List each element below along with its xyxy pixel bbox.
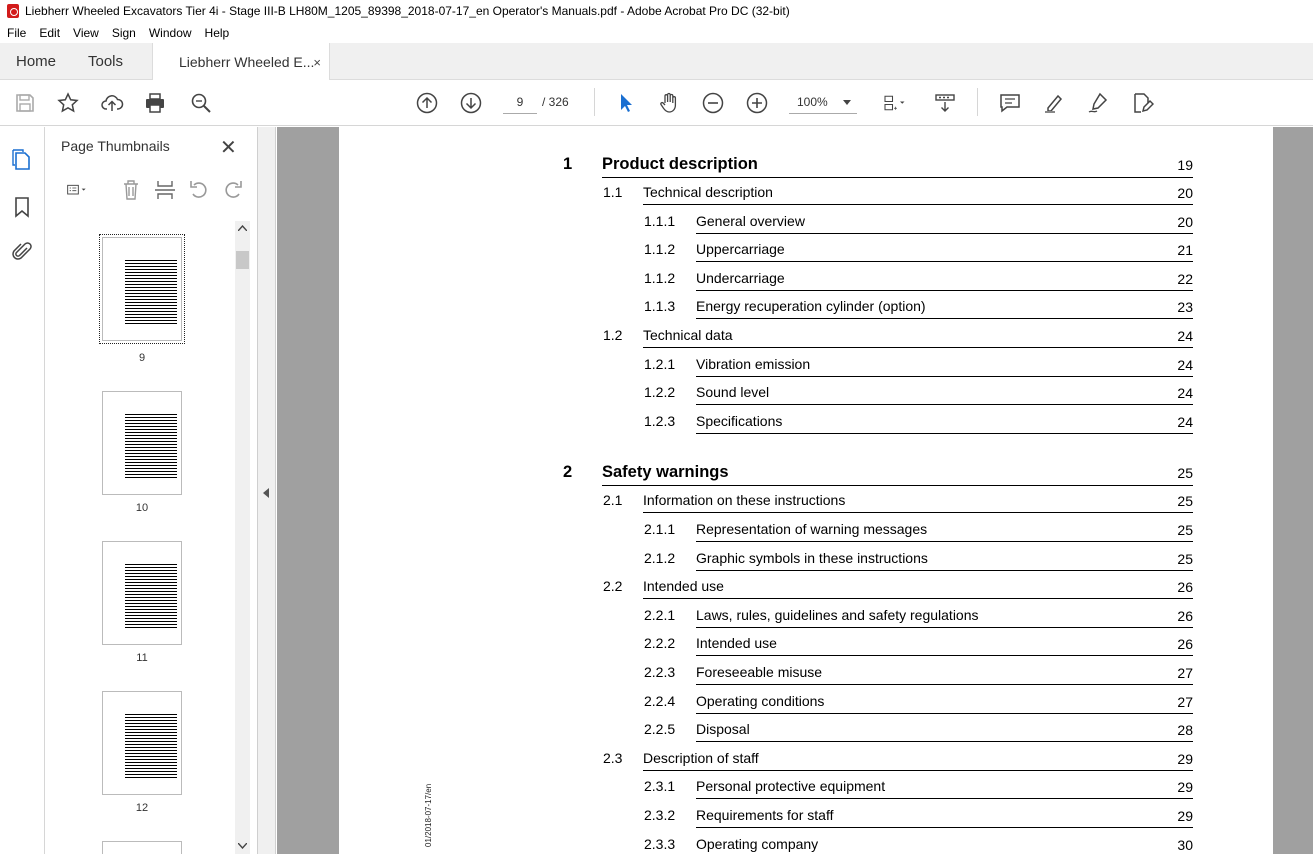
page-side-text: 01/2018-07-17/en — [424, 783, 433, 847]
delete-page-icon[interactable] — [118, 177, 144, 203]
edit-pdf-icon[interactable] — [1129, 90, 1155, 116]
menu-file[interactable]: File — [7, 25, 27, 40]
toc-entry-rule — [696, 376, 1193, 377]
toc-entry-number: 1.2.3 — [644, 412, 676, 429]
toc-entry-rule — [602, 177, 1193, 178]
toc-entry[interactable] — [339, 492, 1273, 518]
toc-entry[interactable] — [339, 664, 1273, 690]
toolbar-divider — [594, 88, 595, 116]
toc-entry-number: 2.3.3 — [644, 835, 676, 852]
page-thumbnail[interactable] — [102, 541, 182, 645]
toc-entry-title: Sound level — [696, 384, 770, 401]
scrolling-mode-icon[interactable] — [932, 90, 958, 116]
zoom-in-icon[interactable] — [744, 90, 770, 116]
navigation-rail — [0, 127, 45, 854]
hand-tool-icon[interactable] — [656, 90, 682, 116]
close-tab-icon[interactable]: × — [313, 54, 321, 70]
toolbar-divider — [977, 88, 978, 116]
zoom-search-icon[interactable] — [188, 90, 214, 116]
toc-entry-page: 29 — [1177, 808, 1193, 824]
zoom-level-select[interactable] — [789, 90, 857, 114]
thumbnail-list — [45, 221, 235, 854]
toc-entry-page: 20 — [1177, 185, 1193, 201]
toc-entry-rule — [696, 684, 1193, 685]
toc-entry-page: 28 — [1177, 722, 1193, 739]
upload-cloud-icon[interactable] — [99, 90, 125, 116]
toc-entry-rule — [696, 433, 1193, 434]
toc-entry[interactable] — [339, 384, 1273, 410]
toc-entry-title: Uppercarriage — [696, 241, 785, 258]
chevron-down-icon — [843, 100, 851, 105]
toc-entry-title: Operating conditions — [696, 692, 825, 709]
toc-entry-title: Vibration emission — [696, 355, 811, 372]
menu-sign[interactable]: Sign — [111, 25, 136, 40]
thumbnail-page-number: 10 — [135, 502, 149, 514]
toc-entry[interactable] — [339, 721, 1273, 747]
tab-bar — [0, 43, 1313, 80]
toc-entry-rule — [696, 290, 1193, 291]
toc-entry[interactable] — [339, 463, 1273, 489]
toc-entry-rule — [696, 798, 1193, 799]
toc-entry-rule — [696, 713, 1193, 714]
toc-entry-number: 1.1.1 — [644, 212, 676, 229]
toc-entry-title: Representation of warning messages — [696, 521, 928, 537]
toc-entry-number: 2.1 — [603, 492, 623, 509]
thumbnail-options-icon[interactable] — [59, 177, 95, 203]
toc-entry-title: Undercarriage — [696, 269, 785, 286]
acrobat-pdf-icon — [7, 4, 19, 18]
previous-page-icon[interactable] — [414, 90, 440, 116]
toc-entry-title: Intended use — [696, 635, 777, 652]
toc-entry-title: Personal protective equipment — [696, 778, 886, 795]
window-title: Liebherr Wheeled Excavators Tier 4i - Stage III-B LH80M_1205_89398_2018-07-17_en Operator's Manuals.pdf - Adobe Acrobat Pro DC (32-bit) — [25, 4, 790, 18]
zoom-out-icon[interactable] — [700, 90, 726, 116]
menu-help[interactable]: Help — [204, 25, 230, 40]
toc-entry[interactable] — [339, 213, 1273, 239]
document-viewer[interactable] — [277, 127, 1313, 854]
toc-entry-page: 25 — [1177, 522, 1193, 538]
bookmarks-icon[interactable] — [10, 195, 34, 219]
toc-entry-number: 2.2 — [603, 578, 623, 595]
rotate-counterclockwise-icon[interactable] — [186, 177, 212, 203]
toc-entry-number: 2.2.3 — [644, 664, 676, 680]
toc-entry-title: Foreseeable misuse — [696, 664, 823, 680]
toc-entry[interactable] — [339, 750, 1273, 776]
toc-entry-page: 29 — [1177, 779, 1193, 796]
toc-entry-title: Description of staff — [643, 749, 759, 766]
tab-tools[interactable]: Tools — [88, 53, 124, 70]
toc-entry-title: Graphic symbols in these instructions — [696, 549, 928, 566]
page-thumbnails-panel — [45, 127, 258, 854]
toc-entry-title: Disposal — [696, 721, 750, 738]
toc-entry-rule — [643, 204, 1193, 205]
toc-entry-rule — [696, 627, 1193, 628]
toc-entry-title: General overview — [696, 212, 805, 229]
toc-entry-page: 25 — [1177, 550, 1193, 567]
close-panel-icon[interactable]: ✕ — [220, 137, 237, 159]
bookmark-star-icon[interactable] — [55, 90, 81, 116]
print-icon[interactable] — [142, 90, 168, 116]
menu-bar — [0, 22, 1313, 43]
toc-entry-page: 27 — [1177, 665, 1193, 681]
toc-entry[interactable] — [339, 521, 1273, 547]
page-count: / 326 — [542, 95, 569, 109]
toc-entry-number: 2.3 — [603, 749, 623, 766]
panel-collapse-handle[interactable] — [258, 127, 276, 854]
thumbnail-page-number: 12 — [135, 802, 149, 814]
tab-document-label: Liebherr Wheeled E... — [179, 54, 315, 70]
toc-entry-number: 1.1.2 — [644, 241, 676, 258]
toc-entry-page: 26 — [1177, 579, 1193, 596]
toc-entry-rule — [643, 512, 1193, 513]
toc-entry-page: 24 — [1177, 356, 1193, 373]
comment-icon[interactable] — [997, 90, 1023, 116]
toc-entry[interactable] — [339, 184, 1273, 210]
scrollbar-thumb[interactable] — [236, 251, 249, 269]
title-bar — [0, 0, 1313, 22]
toc-entry-rule — [696, 827, 1193, 828]
extract-pages-icon[interactable] — [152, 177, 178, 203]
rotate-clockwise-icon[interactable] — [220, 177, 246, 203]
fill-sign-icon[interactable] — [1085, 90, 1111, 116]
toc-entry-title: Laws, rules, guidelines and safety regulations — [696, 606, 979, 623]
toc-entry-title: Technical description — [643, 184, 773, 200]
toc-entry-number: 1.1 — [603, 184, 623, 200]
save-icon[interactable] — [12, 90, 38, 116]
page-number-input[interactable]: 9 — [503, 90, 537, 114]
panel-title: Page Thumbnails — [61, 138, 170, 154]
toc-entry-number: 1.1.2 — [644, 269, 676, 286]
toc-entry-title: Specifications — [696, 412, 783, 429]
next-page-icon[interactable] — [458, 90, 484, 116]
toc-entry[interactable] — [339, 298, 1273, 324]
highlight-pen-icon[interactable] — [1041, 90, 1067, 116]
toc-entry-page: 24 — [1177, 328, 1193, 344]
toc-entry-rule — [696, 233, 1193, 234]
toc-entry[interactable] — [339, 327, 1273, 353]
toc-entry-number: 1.2.1 — [644, 355, 676, 372]
toc-entry-title: Requirements for staff — [696, 807, 834, 823]
panel-toolbar — [45, 175, 258, 205]
toc-entry-title: Safety warnings — [602, 463, 729, 482]
toc-entry-page: 21 — [1177, 242, 1193, 259]
tab-document[interactable] — [152, 43, 330, 81]
scroll-down-icon[interactable] — [238, 843, 247, 849]
toc-entry[interactable] — [339, 241, 1273, 267]
toc-entry-number: 1.1.3 — [644, 298, 676, 315]
toc-entry-rule — [696, 404, 1193, 405]
toc-entry-title: Information on these instructions — [643, 492, 846, 509]
toc-entry-number: 2.2.2 — [644, 635, 676, 652]
toc-entry-page: 22 — [1177, 270, 1193, 287]
toc-entry-number: 2.3.2 — [644, 807, 676, 823]
thumbnail-page-number: 11 — [136, 652, 148, 664]
toc-entry-number: 2 — [563, 463, 573, 482]
toc-entry-number: 1 — [563, 155, 573, 173]
toc-entry-number: 2.1.1 — [644, 521, 676, 537]
toc-entry-page: 25 — [1177, 493, 1193, 510]
attachments-icon[interactable] — [10, 240, 34, 264]
toc-entry-rule — [643, 347, 1193, 348]
toc-entry-page: 24 — [1177, 385, 1193, 402]
toc-entry[interactable] — [339, 155, 1273, 181]
toc-entry[interactable] — [339, 693, 1273, 719]
toc-entry-rule — [696, 541, 1193, 542]
toc-entry-title: Intended use — [643, 578, 724, 595]
toc-entry-number: 2.2.5 — [644, 721, 676, 738]
toc-entry-number: 1.2 — [603, 327, 623, 343]
toc-entry[interactable] — [339, 356, 1273, 382]
toc-entry-page: 25 — [1177, 465, 1193, 482]
toc-entry-title: Energy recuperation cylinder (option) — [696, 298, 926, 315]
scroll-up-icon[interactable] — [238, 225, 247, 231]
toolbar — [0, 80, 1313, 126]
toc-entry-page: 29 — [1177, 750, 1193, 767]
toc-entry-page: 23 — [1177, 299, 1193, 316]
page-thumbnail[interactable] — [102, 691, 182, 795]
page-thumbnails-icon[interactable] — [10, 148, 34, 172]
menu-window[interactable]: Window — [148, 25, 192, 40]
toc-entry[interactable] — [339, 578, 1273, 604]
select-cursor-icon[interactable] — [612, 90, 638, 116]
toc-entry-number: 2.2.1 — [644, 606, 676, 623]
toc-entry-page: 27 — [1177, 693, 1193, 710]
toc-entry[interactable] — [339, 807, 1273, 833]
toc-entry-number: 2.3.1 — [644, 778, 676, 795]
toc-entry-page: 30 — [1177, 836, 1193, 853]
menu-edit[interactable]: Edit — [39, 25, 61, 40]
toc-entry[interactable] — [339, 607, 1273, 633]
menu-view[interactable]: View — [73, 25, 99, 40]
toc-entry-rule — [602, 485, 1193, 486]
toc-entry-number: 2.2.4 — [644, 692, 676, 709]
page-thumbnail[interactable] — [102, 841, 182, 854]
toc-entry-rule — [643, 770, 1193, 771]
toc-entry-rule — [696, 570, 1193, 571]
toc-entry-page: 24 — [1177, 413, 1193, 430]
toc-entry-page: 19 — [1177, 157, 1193, 173]
toc-entry[interactable] — [339, 836, 1273, 854]
toc-entry-number: 2.1.2 — [644, 549, 676, 566]
thumbnail-scrollbar[interactable] — [235, 221, 250, 854]
toc-entry-number: 1.2.2 — [644, 384, 676, 401]
toc-entry-rule — [696, 655, 1193, 656]
toc-entry-rule — [696, 261, 1193, 262]
toc-entry-rule — [696, 318, 1193, 319]
tab-home[interactable]: Home — [16, 53, 57, 70]
pdf-page — [339, 127, 1273, 854]
toc-entry[interactable] — [339, 778, 1273, 804]
toc-entry[interactable] — [339, 270, 1273, 296]
collapse-arrow-icon — [263, 488, 269, 498]
thumbnail-page-number: 9 — [138, 352, 146, 364]
toc-entry-rule — [696, 741, 1193, 742]
toc-entry-title: Technical data — [643, 327, 733, 343]
toc-entry-title: Operating company — [696, 835, 819, 852]
toc-entry-page: 26 — [1177, 607, 1193, 624]
fit-page-icon[interactable] — [876, 90, 912, 116]
page-thumbnail[interactable] — [102, 237, 182, 341]
toc-entry-title: Product description — [602, 155, 758, 173]
zoom-level-value: 100% — [797, 95, 828, 109]
toc-entry-rule — [643, 598, 1193, 599]
toc-entry-page: 20 — [1177, 213, 1193, 230]
page-thumbnail[interactable] — [102, 391, 182, 495]
toc-entry-page: 26 — [1177, 636, 1193, 653]
toc-entry[interactable] — [339, 550, 1273, 576]
toc-entry[interactable] — [339, 635, 1273, 661]
toc-entry[interactable] — [339, 413, 1273, 439]
